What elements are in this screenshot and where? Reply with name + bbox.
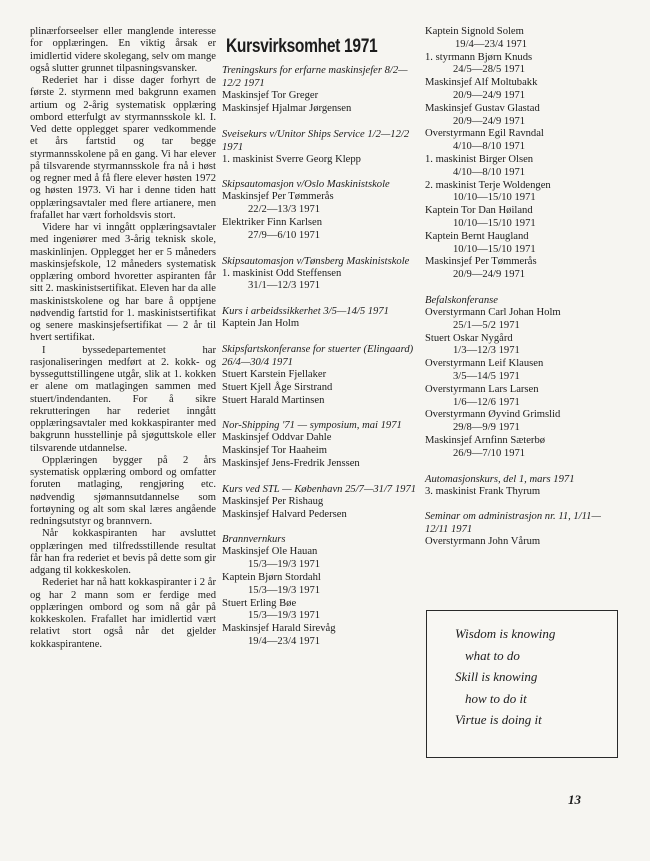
participant-dates: 4/10—8/10 1971 — [453, 166, 526, 178]
section-heading: Kursvirksomhet 1971 — [226, 36, 378, 57]
participant-entry — [222, 546, 418, 572]
course-title: Brannvernkurs — [222, 534, 286, 546]
course-title: Seminar om administrasjon nr. 11, 1/11—12/11 1971 — [425, 511, 601, 536]
participant-entry — [425, 256, 620, 282]
right-column — [425, 26, 620, 561]
participant-entry — [222, 458, 418, 471]
course-section — [222, 305, 418, 331]
participant-entry — [425, 435, 620, 461]
participant-name: Stuert Kjell Åge Sirstrand — [222, 381, 333, 393]
participant-entry — [425, 52, 620, 78]
body-paragraph: Rederiet har i disse dager forhyrt de første 2. styrmenn med bakgrunn examen artium og 2-årig systematisk opplæring ombord etterfulgt av styrmannsskole kl. I. Ved dette opplegget sparer vedkommende et års fartstid og tar begge styrmannsskolene på en gang. Vi har elever på tilsvarende styrmannsskole fra nå i høst og regner med å få flere elever høsten 1972 og høsten 1973. Vi har i denne tiden hatt opplæringsavtaler med flere artianere, men frafallet har vært forholdsvis stort. — [30, 75, 216, 221]
participant-name: Kaptein Bernt Haugland — [425, 230, 529, 242]
participant-name: Kaptein Jan Holm — [222, 318, 300, 330]
participant-name: 1. styrmann Bjørn Knuds — [425, 51, 533, 63]
course-title: Skipsautomasjon v/Oslo Maskinistskole — [222, 179, 390, 191]
participant-entry — [222, 496, 418, 509]
course-title: Treningskurs for erfarne maskinsjefer 8/2—12/2 1971 — [222, 65, 408, 89]
participant-dates: 27/9—6/10 1971 — [248, 229, 321, 241]
participant-entry — [425, 307, 620, 333]
participant-name: Overstyrmann John Vårum — [425, 536, 541, 548]
participant-dates: 31/1—12/3 1971 — [248, 280, 321, 292]
body-paragraph: Opplæringen bygger på 2 års systematisk opplæring ombord og omfatter foruten matlaging, rengjøring etc. nødvendig sjømannsutdannelse som fortøyning og alt som skal læres angående redningsutstyr og brannvern. — [30, 454, 216, 527]
participant-entry — [222, 154, 418, 167]
course-section — [222, 255, 418, 294]
participant-name: Maskinsjef Harald Sirevåg — [222, 623, 336, 635]
course-section — [222, 343, 418, 407]
participant-entry — [425, 231, 620, 257]
participant-entry — [222, 217, 418, 243]
participant-name: Kaptein Bjørn Stordahl — [222, 571, 321, 583]
participant-entry — [222, 445, 418, 458]
course-title: Skipsautomasjon v/Tønsberg Maskinistskole — [222, 255, 410, 267]
quote-text — [427, 611, 617, 731]
participant-name: Stuert Harald Martinsen — [222, 394, 325, 406]
participant-entry — [222, 623, 418, 649]
participant-name: Maskinsjef Alf Moltubakk — [425, 77, 538, 89]
participant-entry — [425, 486, 620, 499]
participant-dates: 22/2—13/3 1971 — [248, 204, 321, 216]
body-paragraph: plinærforseelser eller manglende interesse for opplæringen. En viktig årsak er imidlertid videre skolegang, selv om mange også slutter grunnet tilpasningsvansker. — [30, 26, 216, 74]
participant-name: Overstyrmann Lars Larsen — [425, 383, 539, 395]
quote-line: Skill is knowing — [455, 669, 538, 684]
participant-dates: 29/8—9/9 1971 — [453, 422, 520, 434]
participant-name: Stuert Erling Bøe — [222, 597, 297, 609]
course-section — [222, 64, 418, 116]
participant-entry — [222, 395, 418, 408]
quote-line: what to do — [465, 647, 520, 663]
participant-name: 2. maskinist Terje Woldengen — [425, 179, 551, 191]
participant-entry — [222, 369, 418, 382]
participant-dates: 15/3—19/3 1971 — [248, 610, 321, 622]
participant-entry — [222, 432, 418, 445]
participant-entry — [425, 536, 620, 549]
participant-entry — [222, 598, 418, 624]
participant-entry — [222, 191, 418, 217]
quote-line: Virtue is doing it — [455, 712, 542, 727]
participant-name: Stuert Oskar Nygård — [425, 332, 513, 344]
left-column — [30, 26, 216, 651]
course-title: Automasjonskurs, del 1, mars 1971 — [425, 473, 575, 485]
body-paragraph: Når kokkaspiranten har avsluttet opplæringen med tilfredsstillende resultat får han fra rederiet et bevis på dette som gir adgang til kokkeskolen. — [30, 528, 216, 576]
course-section — [425, 510, 620, 549]
participant-dates: 15/3—19/3 1971 — [248, 559, 321, 571]
participant-name: Maskinsjef Tor Haaheim — [222, 445, 327, 457]
participant-dates: 26/9—7/10 1971 — [453, 447, 526, 459]
participant-dates: 4/10—8/10 1971 — [453, 141, 526, 153]
participant-name: Maskinsjef Hjalmar Jørgensen — [222, 102, 352, 114]
participant-name: Overstyrmann Leif Klausen — [425, 358, 544, 370]
participant-entry — [222, 268, 418, 294]
course-section — [222, 178, 418, 242]
participant-entry — [425, 205, 620, 231]
participant-name: Overstyrmann Egil Ravndal — [425, 128, 544, 140]
participant-dates: 24/5—28/5 1971 — [453, 64, 526, 76]
quote-line: how to do it — [465, 690, 527, 706]
participant-entry — [222, 509, 418, 522]
quote-line: Wisdom is knowing — [455, 626, 556, 641]
course-section — [222, 419, 418, 470]
participant-name: Maskinsjef Per Tømmerås — [425, 256, 537, 268]
participant-dates: 10/10—15/10 1971 — [453, 217, 536, 229]
course-title: Skipsfartskonferanse for stuerter (Elingaard) 26/4—30/4 1971 — [222, 343, 414, 368]
participant-name: 3. maskinist Frank Thyrum — [425, 485, 541, 497]
participant-entry — [425, 26, 620, 52]
body-paragraph: Rederiet har nå hatt kokkaspiranter i 2 år og har 2 mann som er ferdige med opplæringen ombord og som nå går på kokkeskolen. Frafallet har imidlertid vært relativt stort også når det gjelder kokkaspirantene. — [30, 577, 216, 650]
participant-name: Overstyrmann Øyvind Grimslid — [425, 409, 561, 421]
participant-entry — [425, 333, 620, 359]
participant-name: Maskinsjef Tor Greger — [222, 90, 319, 101]
participant-name: Maskinsjef Per Rishaug — [222, 495, 324, 507]
page-number: 13 — [568, 792, 581, 807]
participant-dates: 19/4—23/4 1971 — [455, 38, 528, 50]
course-title: Befalskonferanse — [425, 294, 498, 306]
participant-dates: 10/10—15/10 1971 — [453, 192, 536, 204]
participant-dates: 15/3—19/3 1971 — [248, 584, 321, 596]
participant-entry — [425, 128, 620, 154]
course-title: Kurs i arbeidssikkerhet 3/5—14/5 1971 — [222, 306, 389, 318]
participant-name: Maskinsjef Ole Hauan — [222, 546, 318, 558]
course-section — [425, 473, 620, 499]
participant-name: Stuert Karstein Fjellaker — [222, 368, 327, 380]
course-section — [222, 533, 418, 648]
course-title: Kurs ved STL — København 25/7—31/7 1971 — [222, 483, 417, 495]
course-section — [222, 128, 418, 167]
course-section — [425, 294, 620, 461]
participant-dates: 1/6—12/6 1971 — [453, 396, 520, 408]
participant-name: Maskinsjef Gustav Glastad — [425, 102, 540, 114]
participant-entry — [425, 103, 620, 129]
participant-name: Maskinsjef Jens-Fredrik Jenssen — [222, 457, 360, 469]
participant-name: 1. maskinist Sverre Georg Klepp — [222, 153, 361, 165]
participant-dates: 20/9—24/9 1971 — [453, 115, 526, 127]
participant-name: Maskinsjef Halvard Pedersen — [222, 508, 347, 520]
body-paragraph: I byssedepartementet har rasjonaliseringen medført at 2. kokk- og bysseguttstillingene utgår, slik at 1. kokken er alene om matlagingen sammen med stuert/indendanten. For å sikre rekrutteringen har rederiet inngått opplæringsavtaler med kokkaspiranter med bakgrunn husstellinje på sjøguttskole eller tilsvarende utdannelse. — [30, 344, 216, 454]
participant-entry — [222, 103, 418, 116]
participant-entry — [425, 358, 620, 384]
participant-entry — [425, 180, 620, 206]
course-title: Nor-Shipping '71 — symposium, mai 1971 — [222, 420, 402, 432]
participant-name: Maskinsjef Oddvar Dahle — [222, 432, 332, 444]
participant-entry — [222, 318, 418, 331]
body-paragraph: Videre har vi inngått opplæringsavtaler med ingeniører med 3-årig teknisk skole, maskinlinjen. Opplegget her er 5 måneders maskinsjefskole, 12 måneders systematisk opplæring ombord hvoretter aspiranten får sitt 2. maskinistsertifikat. Eleven har da alle maskinistskolene og har bare å opptjene nødvendig fartstid for 1. maskinistsertifikat og senere maskinsjefsertifikat — 2 år til hvert sertifikat. — [30, 222, 216, 344]
participant-entry — [222, 382, 418, 395]
middle-column — [222, 26, 418, 661]
course-section — [222, 483, 418, 522]
participant-entry — [425, 409, 620, 435]
participant-dates: 19/4—23/4 1971 — [248, 635, 321, 647]
participant-name: Maskinsjef Arnfinn Sæterbø — [425, 434, 546, 446]
participant-name: Overstyrmann Carl Johan Holm — [425, 306, 561, 318]
course-title: Sveisekurs v/Unitor Ships Service 1/2—12/2 1971 — [222, 128, 410, 153]
participant-entry — [222, 90, 418, 103]
participant-name: Kaptein Signold Solem — [425, 26, 524, 37]
participant-name: Elektriker Finn Karlsen — [222, 216, 323, 228]
quote-box — [426, 610, 618, 758]
participant-dates: 3/5—14/5 1971 — [453, 370, 520, 382]
participant-dates: 25/1—5/2 1971 — [453, 319, 520, 331]
participant-entry — [425, 77, 620, 103]
participant-dates: 1/3—12/3 1971 — [453, 345, 520, 357]
participant-dates: 10/10—15/10 1971 — [453, 243, 536, 255]
participant-entry — [425, 154, 620, 180]
participant-name: 1. maskinist Odd Steffensen — [222, 267, 342, 279]
participant-name: 1. maskinist Birger Olsen — [425, 153, 534, 165]
course-section — [425, 26, 620, 282]
participant-name: Kaptein Tor Dan Høiland — [425, 205, 533, 217]
participant-name: Maskinsjef Per Tømmerås — [222, 191, 334, 203]
participant-entry — [222, 572, 418, 598]
participant-dates: 20/9—24/9 1971 — [453, 89, 526, 101]
participant-entry — [425, 384, 620, 410]
participant-dates: 20/9—24/9 1971 — [453, 269, 526, 281]
